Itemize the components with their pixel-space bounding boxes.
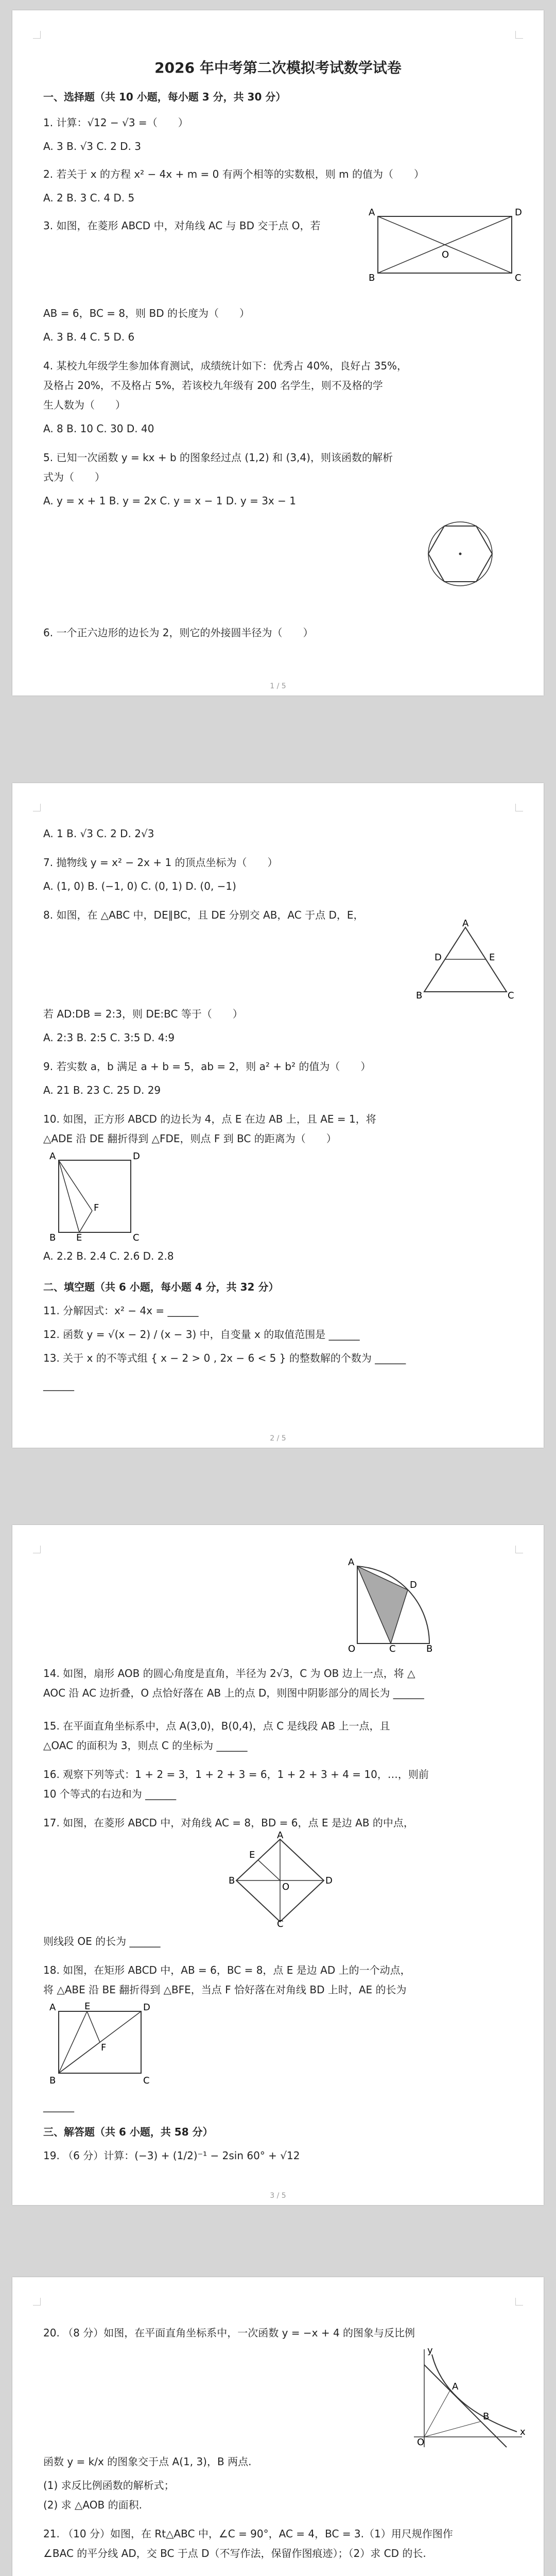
question-7-options: A. (1, 0) B. (−1, 0) C. (0, 1) D. (0, −1) bbox=[43, 880, 236, 892]
crop-mark bbox=[515, 31, 523, 39]
question-19: 19. （6 分）计算：(−3) + (1/2)⁻¹ − 2sin 60° + √12 bbox=[43, 2149, 300, 2162]
page-number: 1 / 5 bbox=[270, 682, 286, 690]
label-C: C bbox=[277, 1919, 284, 1929]
label-C: C bbox=[389, 1643, 396, 1654]
label-C: C bbox=[515, 273, 522, 283]
crop-mark bbox=[33, 1546, 41, 1553]
question-13: 13. 关于 x 的不等式组 { x − 2 > 0 , 2x − 6 < 5 } 的整数解的个数为 ______ bbox=[43, 1352, 406, 1364]
section-heading: 三、解答题（共 6 小题，共 58 分） bbox=[43, 2126, 213, 2138]
section-heading: 二、填空题（共 6 小题，每小题 4 分，共 32 分） bbox=[43, 1281, 279, 1293]
label-B: B bbox=[229, 1875, 235, 1886]
question-20-part1: (1) 求反比例函数的解析式； bbox=[43, 2479, 175, 2492]
sector-figure-q14 bbox=[342, 1556, 435, 1654]
question-13-blank: ______ bbox=[43, 1379, 74, 1391]
label-D: D bbox=[515, 207, 522, 218]
question-1: 1. 计算：√12 − √3 =（ ） bbox=[43, 116, 188, 129]
question-2: 2. 若关于 x 的方程 x² − 4x + m = 0 有两个相等的实数根，则 m 的值为（ ） bbox=[43, 168, 424, 180]
label-A: A bbox=[462, 918, 469, 929]
question-7: 7. 抛物线 y = x² − 2x + 1 的顶点坐标为（ ） bbox=[43, 856, 278, 869]
question-1-options: A. 3 B. √3 C. 2 D. 3 bbox=[43, 140, 141, 152]
label-B: B bbox=[369, 273, 375, 283]
question-2-options: A. 2 B. 3 C. 4 D. 5 bbox=[43, 192, 135, 204]
crop-mark bbox=[515, 2298, 523, 2306]
question-17-cont: 则线段 OE 的长为 ______ bbox=[43, 1935, 161, 1947]
question-4: 4. 某校九年级学生参加体育测试，成绩统计如下：优秀占 40%，良好占 35%， bbox=[43, 360, 408, 372]
label-C: C bbox=[133, 1232, 140, 1243]
question-8-cont: 若 AD:DB = 2:3，则 DE:BC 等于（ ） bbox=[43, 1008, 243, 1020]
label-A: A bbox=[369, 207, 375, 218]
question-15: 15. 在平面直角坐标系中，点 A(3,0)，B(0,4)，点 C 是线段 AB 上一点，且 bbox=[43, 1720, 390, 1732]
axis-x: x bbox=[520, 2427, 526, 2437]
label-B: B bbox=[49, 2075, 56, 2086]
question-18: 18. 如图，在矩形 ABCD 中，AB = 6，BC = 8，点 E 是边 AD 上的一个动点， bbox=[43, 1964, 411, 1976]
label-A: A bbox=[49, 2002, 56, 2013]
function-graph-q20 bbox=[404, 2344, 527, 2452]
question-8-options: A. 2:3 B. 2:5 C. 3:5 D. 4:9 bbox=[43, 1031, 175, 1044]
question-20-part2: (2) 求 △AOB 的面积. bbox=[43, 2499, 142, 2511]
page-number: 3 / 5 bbox=[270, 2192, 286, 2200]
question-4-options: A. 8 B. 10 C. 30 D. 40 bbox=[43, 422, 154, 435]
page-3 bbox=[12, 1525, 544, 2205]
question-18-cont: 将 △ABE 沿 BE 翻折得到 △BFE，当点 F 恰好落在对角线 BD 上时，AE 的长为 bbox=[43, 1984, 407, 1996]
question-4-cont: 及格占 20%，不及格占 5%，若该校九年级有 200 名学生，则不及格的学 bbox=[43, 379, 383, 392]
page-number: 2 / 5 bbox=[270, 1434, 286, 1443]
label-O: O bbox=[442, 249, 449, 260]
page-2 bbox=[12, 783, 544, 1448]
question-10-options: A. 2.2 B. 2.4 C. 2.6 D. 2.8 bbox=[43, 1250, 174, 1262]
label-A: A bbox=[452, 2381, 459, 2392]
question-10-cont: △ADE 沿 DE 翻折得到 △FDE，则点 F 到 BC 的距离为（ ） bbox=[43, 1132, 337, 1145]
section-heading: 一、选择题（共 10 小题，每小题 3 分，共 30 分） bbox=[43, 91, 286, 103]
label-B: B bbox=[483, 2411, 490, 2422]
page-1 bbox=[12, 10, 544, 696]
label-O: O bbox=[282, 1882, 290, 1892]
label-B: B bbox=[49, 1232, 56, 1243]
question-4-cont2: 生人数为（ ） bbox=[43, 399, 126, 411]
question-3-cont: AB = 6，BC = 8，则 BD 的长度为（ ） bbox=[43, 307, 250, 319]
question-9: 9. 若实数 a，b 满足 a + b = 5，ab = 2，则 a² + b² 的值为（ ） bbox=[43, 1060, 371, 1073]
question-21: 21. （10 分）如图，在 Rt△ABC 中，∠C = 90°，AC = 4，BC = 3.（1）用尺规作图作 bbox=[43, 2528, 453, 2540]
question-17: 17. 如图，在菱形 ABCD 中，对角线 AC = 8，BD = 6，点 E 是边 AB 的中点， bbox=[43, 1817, 414, 1829]
crop-mark bbox=[33, 2298, 41, 2306]
crop-mark bbox=[33, 804, 41, 811]
question-10: 10. 如图，正方形 ABCD 的边长为 4，点 E 在边 AB 上，且 AE = 1，将 bbox=[43, 1113, 376, 1125]
question-16: 16. 观察下列等式：1 + 2 = 3，1 + 2 + 3 = 6，1 + 2 + 3 + 4 = 10，…，则前 bbox=[43, 1768, 429, 1781]
triangle-figure-q8 bbox=[414, 918, 517, 1001]
question-11: 11. 分解因式：x² − 4x = ______ bbox=[43, 1304, 199, 1317]
hexagon-figure-q6 bbox=[409, 515, 512, 592]
question-5-options: A. y = x + 1 B. y = 2x C. y = x − 1 D. y = 3x − 1 bbox=[43, 495, 296, 507]
question-18-blank: ______ bbox=[43, 2100, 74, 2112]
label-E: E bbox=[249, 1850, 255, 1860]
question-9-options: A. 21 B. 23 C. 25 D. 29 bbox=[43, 1084, 161, 1096]
label-F: F bbox=[101, 2042, 107, 2053]
label-E: E bbox=[489, 952, 495, 963]
label-B: B bbox=[416, 990, 423, 1001]
crop-mark bbox=[33, 31, 41, 39]
label-B: B bbox=[426, 1643, 433, 1654]
question-20: 20. （8 分）如图，在平面直角坐标系中，一次函数 y = −x + 4 的图象与反比例 bbox=[43, 2327, 415, 2339]
label-E: E bbox=[84, 2001, 91, 2012]
label-A: A bbox=[348, 1557, 355, 1568]
axis-y: y bbox=[427, 2345, 433, 2356]
question-12: 12. 函数 y = √(x − 2) / (x − 3) 中，自变量 x 的取值范围是 ______ bbox=[43, 1328, 360, 1341]
label-A: A bbox=[277, 1830, 284, 1841]
label-A: A bbox=[49, 1151, 56, 1162]
rectangle-figure-q18 bbox=[43, 2001, 157, 2089]
question-14: 14. 如图，扇形 AOB 的圆心角度是直角，半径为 2√3，C 为 OB 边上一点，将 △ bbox=[43, 1667, 415, 1680]
crop-mark bbox=[515, 804, 523, 811]
question-15-cont: △OAC 的面积为 3，则点 C 的坐标为 ______ bbox=[43, 1739, 248, 1752]
question-3-options: A. 3 B. 4 C. 5 D. 6 bbox=[43, 331, 135, 343]
question-3: 3. 如图，在菱形 ABCD 中，对角线 AC 与 BD 交于点 O，若 bbox=[43, 219, 321, 232]
page-4 bbox=[12, 2277, 544, 2576]
rhombus-figure-q3 bbox=[362, 206, 527, 283]
label-D: D bbox=[325, 1875, 333, 1886]
label-E: E bbox=[76, 1232, 82, 1243]
label-D: D bbox=[435, 952, 442, 963]
label-D: D bbox=[410, 1580, 417, 1590]
question-5: 5. 已知一次函数 y = kx + b 的图象经过点 (1,2) 和 (3,4)，则该函数的解析 bbox=[43, 451, 393, 464]
question-6-options: A. 1 B. √3 C. 2 D. 2√3 bbox=[43, 827, 154, 840]
question-20-cont: 函数 y = k/x 的图象交于点 A(1, 3)，B 两点. bbox=[43, 2455, 252, 2468]
question-5-cont: 式为（ ） bbox=[43, 471, 105, 483]
exam-title: 2026 年中考第二次模拟考试数学试卷 bbox=[154, 59, 402, 76]
question-8: 8. 如图，在 △ABC 中，DE∥BC，且 DE 分别交 AB，AC 于点 D，E， bbox=[43, 909, 364, 921]
label-D: D bbox=[133, 1151, 140, 1162]
label-F: F bbox=[94, 1202, 99, 1213]
question-16-cont: 10 个等式的右边和为 ______ bbox=[43, 1788, 177, 1800]
label-D: D bbox=[143, 2002, 150, 2013]
label-C: C bbox=[508, 990, 514, 1001]
label-C: C bbox=[143, 2075, 150, 2086]
label-O: O bbox=[417, 2437, 425, 2448]
crop-mark bbox=[515, 1546, 523, 1553]
question-6: 6. 一个正六边形的边长为 2，则它的外接圆半径为（ ） bbox=[43, 626, 314, 639]
square-figure-q10 bbox=[43, 1150, 146, 1243]
label-O: O bbox=[348, 1643, 356, 1654]
question-14-cont: AOC 沿 AC 边折叠，O 点恰好落在 AB 上的点 D，则图中阴影部分的周长为 ______ bbox=[43, 1687, 424, 1699]
question-21-cont: ∠BAC 的平分线 AD，交 BC 于点 D（不写作法，保留作图痕迹）；（2）求 CD 的长. bbox=[43, 2547, 426, 2560]
rhombus-figure-q17 bbox=[229, 1830, 333, 1929]
